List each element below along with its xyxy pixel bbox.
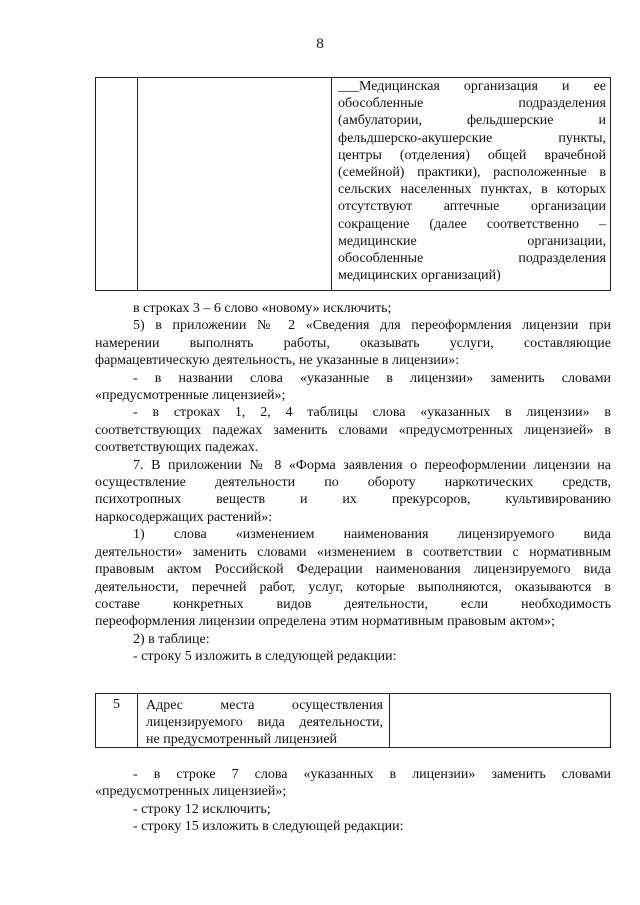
paragraph-line: 5) в приложении № 2 «Сведения для переоформления лицензии при bbox=[133, 318, 611, 334]
table-cell-empty bbox=[138, 78, 332, 290]
row-description bbox=[138, 694, 390, 747]
table-line: сельских населенных пунктах, в которых bbox=[338, 182, 606, 198]
body-text-after bbox=[95, 766, 611, 836]
page-number: 8 bbox=[316, 36, 324, 52]
replacement-table bbox=[95, 693, 611, 748]
table-line: сокращение (далее соответственно – bbox=[338, 216, 606, 232]
table-line: (амбулатории, фельдшерские и bbox=[338, 113, 606, 129]
table-line: обособленные подразделения bbox=[338, 250, 606, 266]
row-number: 5 bbox=[96, 694, 138, 747]
paragraph-line: деятельности, перечней работ, услуг, которые выполняются, оказываются в bbox=[95, 579, 611, 595]
paragraph-line: - в строке 7 слова «указанных в лицензии» заменить словами bbox=[133, 767, 611, 782]
paragraph-line: - в строках 1, 2, 4 таблицы слова «указанных в лицензии» в bbox=[133, 405, 611, 421]
paragraph-line: психотропных веществ и их прекурсоров, культивированию bbox=[95, 492, 611, 508]
paragraph-line: 1) слова «изменением наименования лицензируемого вида bbox=[133, 527, 611, 543]
table-line: Адрес места осуществления bbox=[146, 698, 383, 713]
paragraph-line: в строках 3 – 6 слово «новому» исключить; bbox=[133, 301, 392, 316]
paragraph-line: осуществление деятельности по обороту наркотических средств, bbox=[95, 475, 611, 491]
table-line: (семейной) практики), расположенные в bbox=[338, 164, 606, 180]
table-line: отсутствуют аптечные организации bbox=[338, 199, 606, 215]
paragraph-line: соответствующих падежах заменить словами «предусмотренных лицензией» в bbox=[95, 422, 611, 438]
top-table bbox=[95, 77, 611, 291]
table-line: фельдшерско-акушерские пункты, bbox=[338, 130, 606, 146]
paragraph-line: правовым актом Российской Федерации наименования лицензируемого вида bbox=[95, 562, 611, 578]
paragraph-line: деятельности» заменить словами «изменением в соответствии с нормативным bbox=[95, 544, 611, 560]
table-line: ___Медицинская организация и ее bbox=[338, 79, 606, 94]
paragraph-line: - в названии слова «указанные в лицензии» заменить словами bbox=[133, 370, 611, 386]
table-line: не предусмотренный лицензией bbox=[146, 732, 338, 747]
paragraph-line: 2) в таблице: bbox=[133, 631, 210, 647]
paragraph-line: переоформления лицензии определена этим нормативным правовым актом»; bbox=[95, 614, 555, 630]
paragraph-line: соответствующих падежах. bbox=[95, 440, 259, 456]
table-line: лицензируемого вида деятельности, bbox=[146, 715, 383, 730]
paragraph-line: составе конкретных видов деятельности, если необходимость bbox=[95, 596, 611, 612]
table-line: центры (отделения) общей врачебной bbox=[338, 147, 606, 163]
paragraph-line: - строку 12 исключить; bbox=[133, 801, 271, 817]
paragraph-line: - строку 15 изложить в следующей редакции: bbox=[133, 819, 404, 835]
paragraph-line: намерении выполнять работы, оказывать услуги, составляющие bbox=[95, 335, 611, 351]
paragraph-line: «предусмотренные лицензией»; bbox=[95, 388, 286, 404]
table-cell-text bbox=[338, 78, 606, 290]
paragraph-line: наркосодержащих растений»: bbox=[95, 509, 273, 525]
paragraph-line: фармацевтическую деятельность, не указанные в лицензии»: bbox=[95, 353, 460, 369]
paragraph-line: 7. В приложении № 8 «Форма заявления о переоформлении лицензии на bbox=[133, 457, 611, 473]
table-line: обособленные подразделения bbox=[338, 96, 606, 112]
table-line: медицинских организаций) bbox=[338, 268, 501, 284]
paragraph-line: «предусмотренных лицензией»; bbox=[95, 784, 287, 800]
body-text-before bbox=[95, 300, 611, 666]
table-cell-number bbox=[96, 78, 138, 290]
paragraph-line: - строку 5 изложить в следующей редакции: bbox=[133, 649, 397, 665]
table-line: медицинские организации, bbox=[338, 233, 606, 249]
